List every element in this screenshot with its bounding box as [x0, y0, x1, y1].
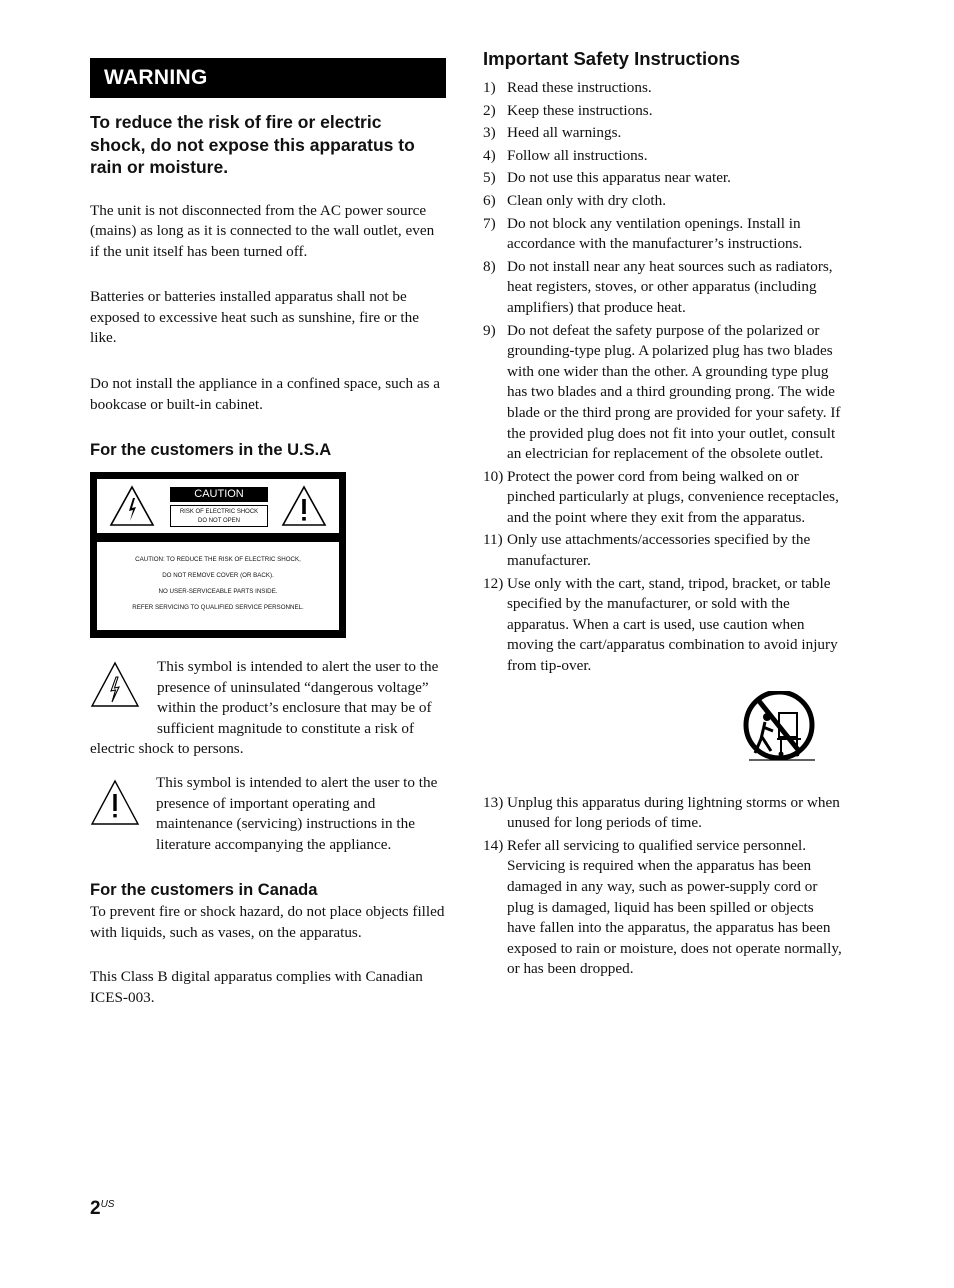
list-item-text: Clean only with dry cloth.	[507, 191, 667, 209]
lightning-warning-icon	[109, 485, 155, 527]
canada-heading: For the customers in Canada	[90, 881, 318, 899]
symbol-1-description	[90, 657, 446, 760]
list-item-number: 12)	[483, 574, 504, 592]
warning-paragraph-1: The unit is not disconnected from the AC power source (mains) as long as it is connected to the wall outlet, even if the unit itself has been turned off.	[90, 201, 435, 260]
symbol-1-text: This symbol is intended to alert the user to the presence of uninsulated “dangerous voltage” within the product’s enclosure that may be of sufficient magnitude to constitute a risk of electric shock to persons.	[90, 658, 439, 758]
caution-risk-line-2: DO NOT OPEN	[198, 517, 240, 524]
list-item-number: 13)	[483, 793, 504, 811]
list-item-number: 7)	[483, 214, 496, 232]
warning-paragraph-3: Do not install the appliance in a confined space, such as a bookcase or built-in cabinet.	[90, 375, 441, 413]
list-item-number: 4)	[483, 146, 496, 164]
symbol-2-text: This symbol is intended to alert the user to the presence of important operating and maintenance (servicing) instructions in the literature accompanying the appliance.	[156, 774, 438, 853]
safety-instructions-list-continued	[483, 793, 843, 980]
list-item-number: 14)	[483, 836, 504, 854]
list-item-text: Heed all warnings.	[507, 124, 622, 142]
caution-line-3: NO USER-SERVICEABLE PARTS INSIDE.	[158, 588, 278, 595]
list-item-text: Do not install near any heat sources such as radiators, heat registers, stoves, or other apparatus (including amplifiers) that produce heat.	[507, 257, 833, 316]
caution-line-1: CAUTION: TO REDUCE THE RISK OF ELECTRIC SHOCK,	[135, 556, 301, 563]
usa-heading: For the customers in the U.S.A	[90, 441, 332, 459]
list-item-number: 10)	[483, 467, 504, 485]
warning-lead: To reduce the risk of fire or electric shock, do not expose this apparatus to rain or moisture.	[90, 112, 415, 177]
list-item-text: Protect the power cord from being walked on or pinched particularly at plugs, convenience receptacles, and the point where they exit from the apparatus.	[507, 467, 839, 526]
list-item-number: 6)	[483, 191, 496, 209]
tip-over-cart-icon	[741, 691, 821, 771]
left-column	[90, 58, 446, 415]
list-item-number: 3)	[483, 124, 496, 142]
list-item-number: 8)	[483, 257, 496, 275]
warning-paragraph-2: Batteries or batteries installed apparatus shall not be exposed to excessive heat such as sunshine, fire or the like.	[90, 288, 419, 347]
tip-over-figure	[483, 679, 843, 793]
list-item-number: 5)	[483, 169, 496, 187]
list-item-number: 1)	[483, 79, 496, 96]
canada-paragraph-2: This Class B digital apparatus complies with Canadian ICES-003.	[90, 968, 423, 1006]
list-item	[483, 836, 843, 980]
list-item-number: 9)	[483, 321, 496, 339]
list-item-number: 11)	[483, 531, 503, 549]
right-column	[483, 48, 843, 982]
caution-line-2: DO NOT REMOVE COVER (OR BACK).	[162, 572, 274, 579]
list-item-number: 2)	[483, 101, 496, 119]
list-item	[483, 168, 843, 189]
warning-heading: WARNING	[90, 58, 446, 98]
caution-label-top	[97, 479, 339, 533]
symbol-2-spacer	[90, 773, 156, 835]
exclamation-warning-icon	[281, 485, 327, 527]
symbol-1-spacer	[90, 657, 157, 739]
list-item-text: Only use attachments/accessories specified by the manufacturer.	[507, 531, 811, 570]
list-item-text: Use only with the cart, stand, tripod, bracket, or table specified by the manufacturer, or sold with the apparatus. When a cart is used, use caution when moving the cart/apparatus combination to avoid injury from tip-over.	[507, 574, 838, 675]
list-item-text: Do not use this apparatus near water.	[507, 169, 731, 187]
caution-risk-line-1: RISK OF ELECTRIC SHOCK	[179, 509, 259, 515]
list-item	[483, 214, 843, 255]
page-number-suffix: US	[100, 1199, 115, 1210]
list-item	[483, 101, 843, 122]
list-item	[483, 191, 843, 212]
list-item	[483, 574, 843, 677]
list-item-text: Follow all instructions.	[507, 146, 648, 164]
page-number-value: 2	[90, 1198, 101, 1219]
list-item	[483, 530, 843, 571]
list-item	[483, 123, 843, 144]
caution-line-4: REFER SERVICING TO QUALIFIED SERVICE PERSONNEL.	[132, 604, 304, 611]
list-item	[483, 146, 843, 167]
canada-paragraph-1: To prevent fire or shock hazard, do not place objects filled with liquids, such as vases, on the apparatus.	[90, 903, 445, 941]
safety-instructions-list	[483, 78, 843, 677]
page-number	[90, 1198, 114, 1220]
list-item	[483, 78, 843, 99]
caution-risk-box	[170, 505, 268, 527]
caution-label	[90, 472, 346, 638]
list-item-text: Do not block any ventilation openings. Install in accordance with the manufacturer’s instructions.	[507, 214, 803, 253]
caution-label-bottom	[97, 542, 339, 630]
caution-title: CAUTION	[170, 487, 268, 502]
list-item-text: Keep these instructions.	[507, 101, 653, 119]
list-item-text: Read these instructions.	[507, 79, 652, 96]
canada-section	[90, 881, 446, 1008]
list-item	[483, 793, 843, 834]
list-item-text: Do not defeat the safety purpose of the polarized or grounding-type plug. A polarized plug has two blades with one wider than the other. A grounding type plug has two blades and a third grounding prong. The wide blade or the third prong are provided for your safety. If the provided plug does not fit into your outlet, consult an electrician for replacement of the obsolete outlet.	[507, 321, 841, 463]
list-item	[483, 321, 843, 465]
list-item	[483, 467, 843, 529]
symbol-2-description	[90, 773, 446, 855]
list-item	[483, 257, 843, 319]
safety-heading: Important Safety Instructions	[483, 48, 740, 69]
list-item-text: Unplug this apparatus during lightning storms or when unused for long periods of time.	[507, 793, 840, 832]
list-item-text: Refer all servicing to qualified service personnel. Servicing is required when the apparatus has been damaged in any way, such as power-supply cord or plug is damaged, liquid has been spilled or objects have fallen into the apparatus, the apparatus has been exposed to rain or moisture, does not operate normally, or has been dropped.	[507, 836, 842, 978]
